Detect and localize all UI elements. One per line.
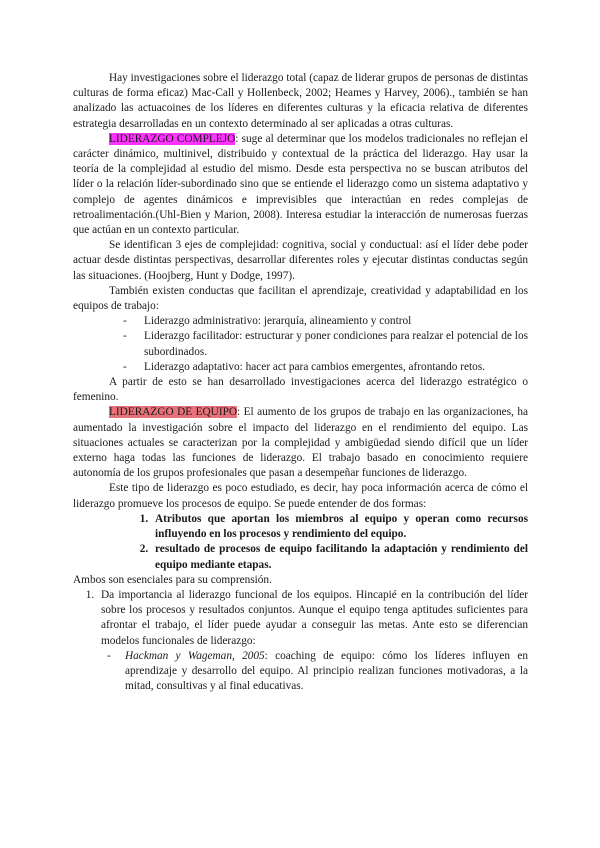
paragraph-liderazgo-equipo: [73, 405, 528, 481]
list-item: [97, 588, 528, 694]
leadership-types-list: [73, 314, 528, 375]
paragraph-ejes-complejidad: Se identifican 3 ejes de complejidad: cognitiva, social y conductual: así el líder debe poder actuar desde distintas perspectivas, desarrollar diferentes roles y ejecutar distintas conductas según las situaciones. (Hoojberg, Hunt y Dodge, 1997).: [73, 239, 528, 282]
list-item-text: 1. Da importancia al liderazgo funcional de los equipos. Hincapié en la contribución del líder sobre los procesos y resultados conjuntos. Aunque el equipo tenga aptitudes suficientes para afrontar el trabajo, el líder puede ayudar a conseguir las metas. Ante esto se diferencian modelos funcionales de liderazgo:: [101, 588, 528, 647]
paragraph-estrategico: A partir de esto se han desarrollado investigaciones acerca del liderazgo estratégico o femenino.: [73, 376, 528, 404]
list-marker: -: [107, 649, 111, 662]
paragraph-liderazgo-complejo-text: : suge al determinar que los modelos tradicionales no reflejan el carácter dinámico, multinivel, distribuido y contextual de la práctica del liderazgo. Hay usar la teoría de la complejidad al estudio del mismo. Desde esta perspectiva no se buscan atributos del líder o la relación líder-subordinado sino que se entiende el liderazgo como un sistema adaptativo y complejo de agentes dinámicos e imprevisibles que interactúan en redes complejas de retroalimentación.(Uhl-Bien y Marion, 2008). Interesa estudiar la interacción de numerosas fuerzas que actúan en un contexto particular.: [73, 132, 528, 237]
paragraph-conductas: También existen conductas que facilitan el aprendizaje, creatividad y adaptabilidad en los equipos de trabajo:: [73, 284, 528, 313]
list-item: - Liderazgo adaptativo: hacer act para cambios emergentes, afrontando retos.: [115, 360, 528, 375]
sub-item-text: : coaching de equipo: cómo los líderes influyen en aprendizaje y desarrollo del equipo. Al principio realizan funciones motivadoras, a la mitad, consultivas y al final educativas.: [125, 649, 528, 693]
two-forms-list: [73, 512, 528, 573]
paragraph-poco-estudiado: Este tipo de liderazgo es poco estudiado, es decir, hay poca información acerca de cómo el liderazgo promueve los procesos de equipo. Se puede entender de dos formas:: [73, 482, 528, 510]
list-marker: -: [123, 360, 127, 373]
sub-list: [101, 649, 528, 695]
list-item: - Liderazgo facilitador: estructurar y poner condiciones para realzar el potencial de los subordinados.: [123, 330, 528, 358]
paragraph-liderazgo-equipo-text: : El aumento de los grupos de trabajo en las organizaciones, ha aumentado la investigación sobre el impacto del liderazgo en el rendimiento del equipo. Las situaciones actuales se caracterizan por la complejidad y ambigüedad siendo difícil que un líder externo haga todas las funciones de liderazgo. El trabajo basado en conocimiento requiere autonomía de los grupos profesionales que pasan a desempeñar funciones de liderazgo.: [73, 406, 528, 480]
citation-author: Hackman y Wageman, 2005: [125, 649, 265, 662]
list-item: - Liderazgo administrativo: jerarquía, alineamiento y control: [115, 314, 528, 329]
heading-liderazgo-equipo: LIDERAZGO DE EQUIPO: [109, 406, 238, 419]
paragraph-liderazgo-total: Hay investigaciones sobre el liderazgo total (capaz de liderar grupos de personas de distintas culturas de forma eficaz) Mac-Call y Hollenbeck, 2002; Heames y Harvey, 2006)., también se han analizado las actuacoines de los líderes en diferentes culturas y la eficacia relativa de diferentes estrategia desarrolladas en un contexto determinado al ser aplicadas a otras culturas.: [73, 72, 528, 130]
list-item: 2. resultado de procesos de equipo facilitando la adaptación y rendimiento del equipo mediante etapas.: [151, 542, 528, 572]
list-item: 1. Atributos que aportan los miembros al equipo y operan como recursos influyendo en los procesos y rendimiento del equipo.: [151, 512, 528, 542]
document-body: [73, 71, 528, 694]
numbered-list: [73, 588, 528, 694]
paragraph-esenciales: Ambos son esenciales para su comprensión.: [73, 573, 272, 586]
paragraph-liderazgo-complejo: [73, 132, 528, 238]
list-marker: -: [123, 315, 127, 328]
heading-liderazgo-complejo: LIDERAZGO COMPLEJO: [109, 132, 236, 145]
list-item: [107, 649, 528, 695]
list-marker: -: [123, 330, 127, 343]
